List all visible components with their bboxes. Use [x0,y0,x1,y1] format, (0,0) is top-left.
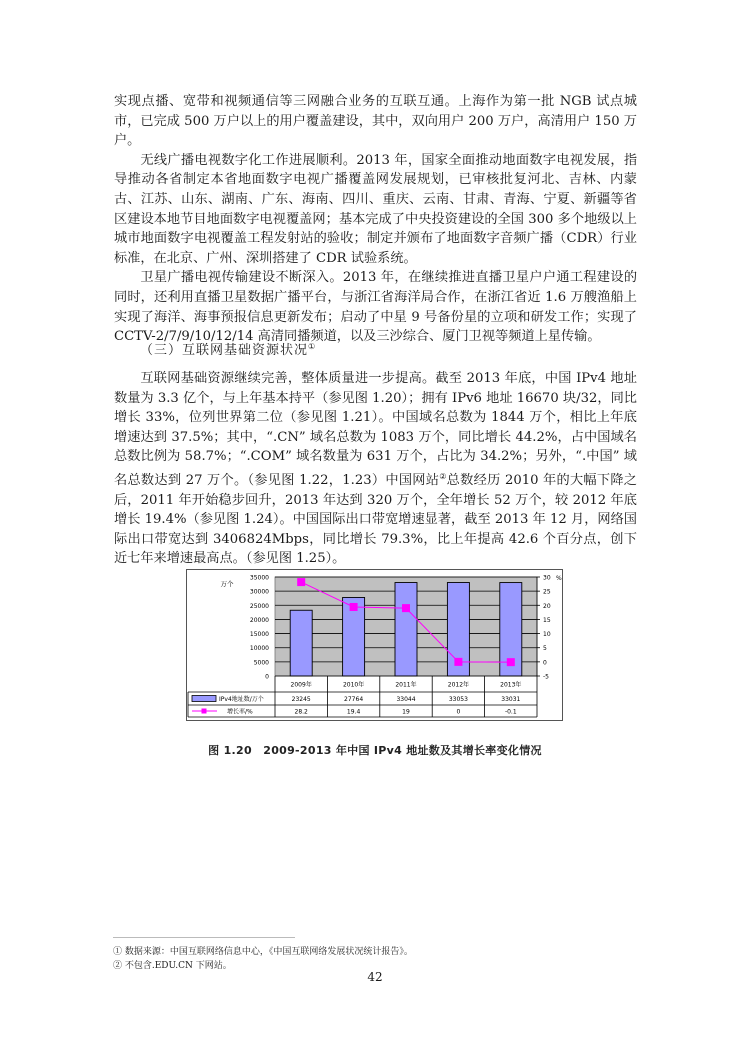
y-right-tick-label: 5 [543,645,547,653]
table-value-growth: -0.1 [504,708,517,716]
footnote-2: ② 不包含.EDU.CN 下网站。 [113,961,232,971]
y-right-tick-label: 15 [543,616,551,624]
table-value-ipv4: 27764 [344,696,364,703]
section-heading [140,339,316,358]
x-category-label: 2009年 [290,681,312,689]
table-value-growth: 28.2 [294,708,308,716]
growth-point [454,658,462,666]
y-right-axis-label: % [556,575,562,582]
table-value-ipv4: 23245 [291,696,311,703]
bar-ipv4 [290,610,312,676]
y-right-tick-label: 25 [543,588,551,596]
growth-point [507,658,515,666]
y-left-tick-label: 15000 [249,631,269,639]
footnote-divider [113,937,295,938]
legend-swatch-ipv4 [192,696,216,702]
table-value-growth: 19.4 [346,708,361,716]
footnotes [113,945,413,973]
table-value-ipv4: 33031 [501,696,521,703]
bar-ipv4 [395,583,417,676]
footnote-mark-2: ② [439,471,447,481]
footnote-mark-1: ① [308,342,317,351]
paragraph-internet-resources [114,369,637,569]
ipv4-chart [186,569,563,721]
x-category-label: 2012年 [447,681,470,689]
paragraph-terrestrial-digital-tv: 无线广播电视数字化工作进展顺利。2013 年，国家全面推动地面数字电视发展，指导推动各省制定本省地面数字电视广播覆盖网发展规划，已审核批复河北、吉林、内蒙古、江苏、山东、湖南、广东、海南、四川、重庆、云南、甘肃、青海、宁夏、新疆等省区建设本地节目地面数字电视覆盖网；基本完成了中央投资建设的全国 300 多个地级以上城市地面数字电视覆盖工程发射站的验收；制定并颁布了地面数字音频广播（CDR）行业标准，在北京、广州、深圳搭建了 CDR 试验系统。 [114,152,637,266]
ipv4-chart-svg [187,570,562,720]
footnote-1: ① 数据来源：中国互联网络信息中心，《中国互联网络发展状况统计报告》。 [113,947,413,957]
y-left-tick-label: 30000 [249,588,269,596]
x-category-label: 2010年 [342,681,365,689]
paragraph-satellite-broadcast: 卫星广播电视传输建设不断深入。2013 年，在继续推进直播卫星户户通工程建设的同时，还利用直播卫星数据广播平台，与浙江省海洋局合作，在浙江省近 1.6 万艘渔船上实现了海洋、海事预报信息更新发布；启动了中星 9 号备份星的立项和研发工作；实现了 CCTV-2/7/9/10/12/14 高清同播频道，以及三沙综合、厦门卫视等频道上星传输。 [114,270,637,345]
growth-point [402,604,410,612]
y-left-tick-label: 20000 [249,616,269,624]
y-left-tick-label: 35000 [249,574,269,582]
body-text-upper [114,92,637,347]
y-right-tick-label: 0 [543,659,547,667]
y-right-tick-label: 20 [543,602,551,610]
legend-label-ipv4: IPv4地址数/万个 [219,696,264,703]
x-category-label: 2013年 [500,681,522,689]
figure-caption: 图 1.20 2009-2013 年中国 IPv4 地址数及其增长率变化情况 [208,744,542,757]
page-number: 42 [367,970,383,984]
paragraph-ngb: 实现点播、宽带和视频通信等三网融合业务的互联互通。上海作为第一批 NGB 试点城市，已完成 500 万户以上的用户覆盖建设，其中，双向用户 200 万户，高清用户 150 万户。 [114,94,637,149]
paragraph-internet-resources-b: 总数经历 2010 年的大幅下降之后，2011 年开始稳步回升，2013 年达到 320 万个，全年增长 52 万个，较 2012 年底增长 19.4%（参见图 1.24）。中国国际出口带宽增速显著，截至 2013 年 12 月，网络国际出口带宽达到 3406824Mbps，同比增长 79.3%，比上年提高 42.6 个百分点，创下近七年来增速最高点。（参见图 1.25）。 [114,472,637,567]
y-right-tick-label: 10 [543,631,551,639]
table-value-ipv4: 33044 [396,696,416,703]
section-heading-text: （三）互联网基础资源状况 [140,343,309,358]
table-value-growth: 0 [456,708,461,716]
y-right-tick-label: -5 [543,673,549,681]
y-right-tick-label: 30 [543,574,551,582]
y-left-axis-label: 万个 [220,580,234,589]
growth-point [297,578,305,586]
table-value-ipv4: 33053 [448,696,468,703]
table-value-growth: 19 [402,708,410,716]
paragraph-internet-resources-a: 互联网基础资源继续完善，整体质量进一步提高。截至 2013 年底，中国 IPv4 地址数量为 3.3 亿个，与上年基本持平（参见图 1.20）；拥有 IPv6 地址 16670 块/32，同比增长 33%，位列世界第二位（参见图 1.21）。中国域名总数为 1844 万个，相比上年底增速达到 37.5%；其中，“.CN” 域名总数为 1083 万个，同比增长 44.2%，占中国域名总数比例为 58.7%；“.COM” 域名数量为 631 万个，占比为 34.2%；另外，“.中国” 域名总数达到 27 万个。（参见图 1.22，1.23）中国网站 [114,371,637,488]
y-left-tick-label: 0 [265,673,269,681]
x-category-label: 2011年 [395,681,417,689]
y-left-tick-label: 10000 [249,645,269,653]
y-left-tick-label: 5000 [253,659,269,667]
body-text-lower [114,369,637,569]
growth-point [350,603,358,611]
legend-marker-growth [202,709,207,714]
y-left-tick-label: 25000 [249,602,269,610]
legend-label-growth: 增长率/% [227,708,253,716]
